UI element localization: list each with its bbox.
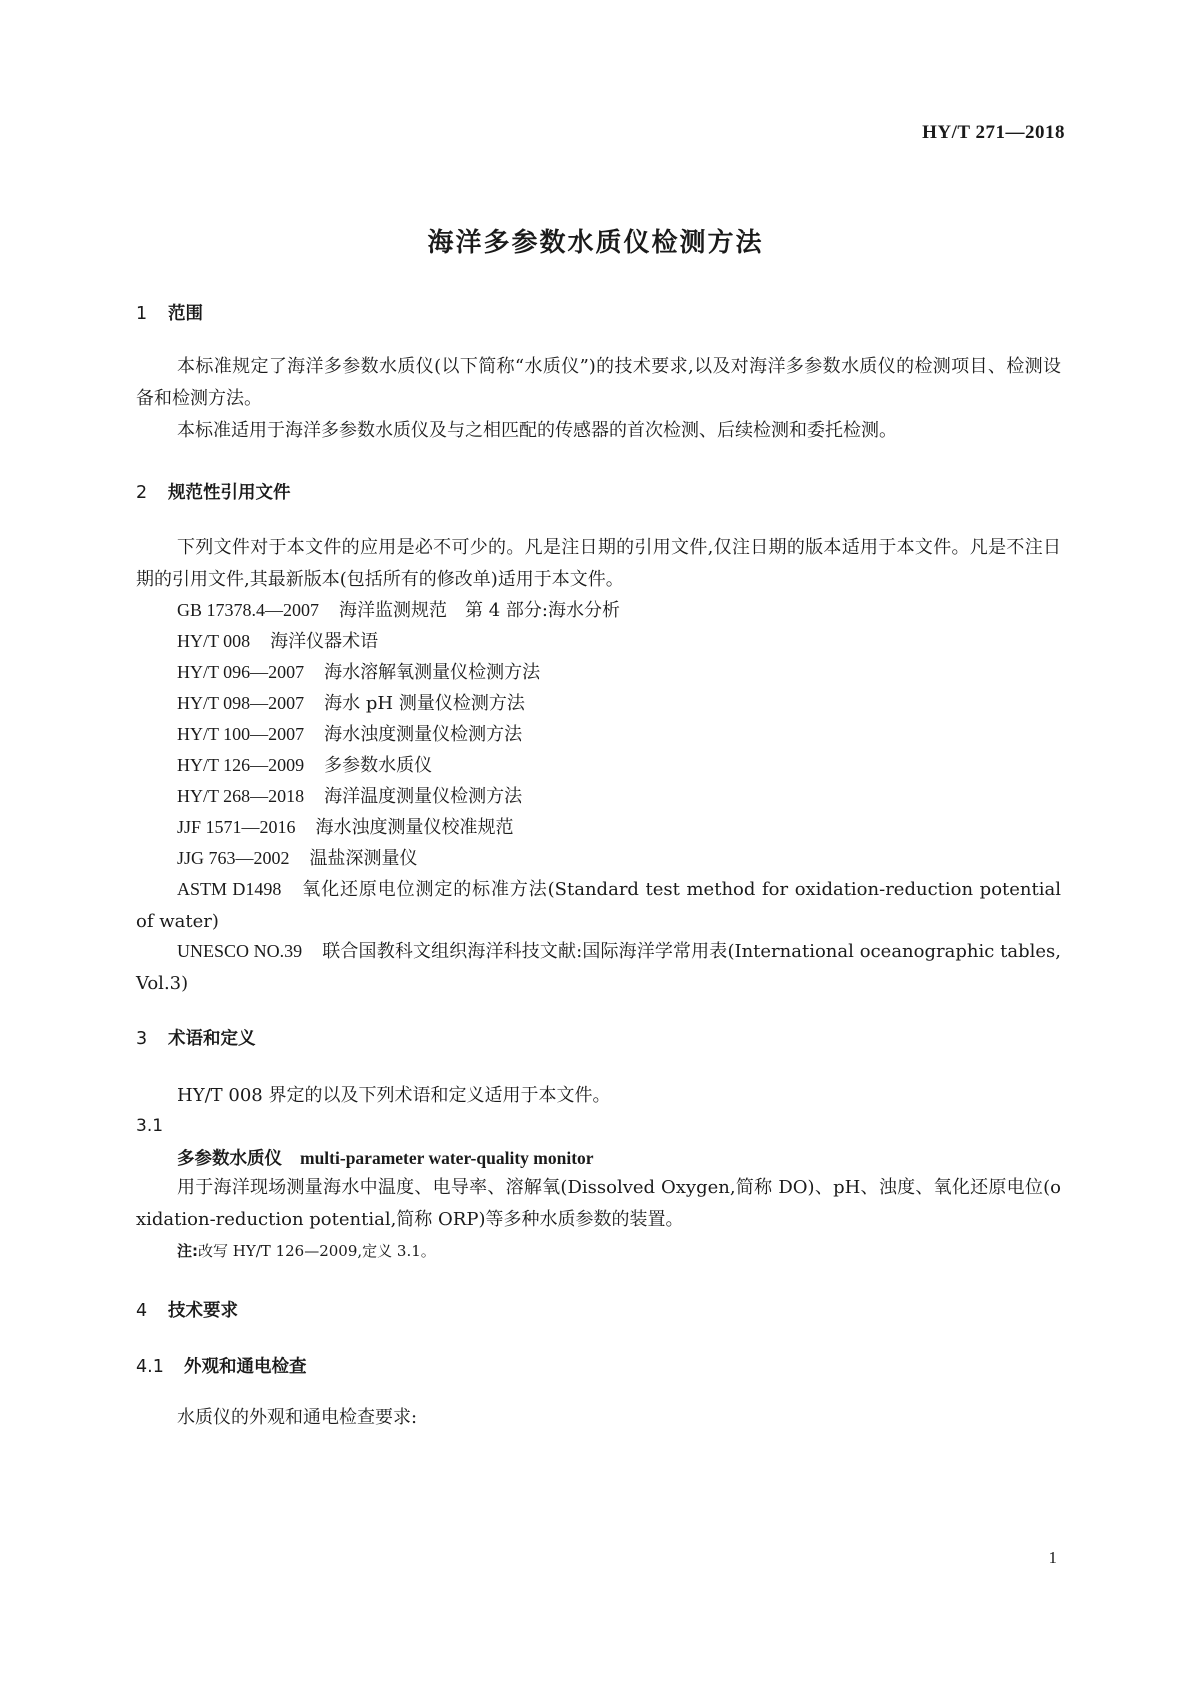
section-title: 术语和定义	[168, 1029, 256, 1049]
term-note	[177, 1240, 436, 1261]
reference-code: JJF 1571—2016	[177, 817, 296, 837]
section-number: 3	[136, 1029, 148, 1049]
subsection-number: 4.1	[136, 1357, 164, 1377]
term-chinese: 多参数水质仪	[177, 1149, 282, 1169]
reference-title: 氧化还原电位测定的标准方法(Standard test method for oxidation-reduction potential of water)	[136, 879, 1061, 932]
reference-item	[177, 749, 432, 782]
reference-item	[177, 718, 522, 751]
reference-item	[177, 656, 540, 689]
reference-item	[177, 594, 620, 627]
term-english: multi-parameter water-quality monitor	[300, 1148, 594, 1168]
section-title: 规范性引用文件	[168, 483, 291, 503]
reference-code: GB 17378.4—2007	[177, 600, 320, 620]
page-number: 1	[1048, 1548, 1057, 1567]
reference-title: 海洋仪器术语	[270, 631, 379, 652]
section-4-heading	[136, 1297, 238, 1322]
reference-item	[177, 842, 418, 875]
section-number: 1	[136, 304, 148, 324]
reference-code: HY/T 098—2007	[177, 693, 305, 713]
standard-code: HY/T 271—2018	[922, 122, 1065, 143]
appearance-paragraph: 水质仪的外观和通电检查要求:	[177, 1407, 418, 1428]
term-entry	[177, 1145, 594, 1170]
reference-title: 海水浊度测量仪检测方法	[324, 724, 523, 745]
reference-title: 海洋温度测量仪检测方法	[324, 786, 523, 807]
section-number: 4	[136, 1301, 148, 1321]
reference-item	[136, 935, 1061, 1000]
section-1-heading	[136, 300, 203, 325]
reference-title: 海洋监测规范 第 4 部分:海水分析	[339, 600, 620, 621]
term-number: 3.1	[136, 1116, 164, 1136]
reference-title: 温盐深测量仪	[309, 848, 418, 869]
reference-item	[136, 873, 1061, 938]
reference-code: UNESCO NO.39	[177, 941, 303, 961]
reference-code: HY/T 100—2007	[177, 724, 305, 744]
reference-item	[177, 625, 378, 658]
references-intro: 下列文件对于本文件的应用是必不可少的。凡是注日期的引用文件,仅注日期的版本适用于本文件。凡是不注日期的引用文件,其最新版本(包括所有的修改单)适用于本文件。	[136, 537, 1061, 590]
document-title: 海洋多参数水质仪检测方法	[427, 228, 764, 258]
section-number: 2	[136, 483, 148, 503]
section-title: 技术要求	[168, 1301, 238, 1321]
reference-title: 海水浊度测量仪校准规范	[315, 817, 514, 838]
reference-item	[177, 811, 514, 844]
reference-item	[177, 780, 522, 813]
reference-title: 海水 pH 测量仪检测方法	[324, 693, 525, 714]
reference-title: 多参数水质仪	[324, 755, 433, 776]
reference-code: HY/T 126—2009	[177, 755, 305, 775]
terms-intro: HY/T 008 界定的以及下列术语和定义适用于本文件。	[177, 1085, 611, 1106]
reference-item	[177, 687, 525, 720]
section-2-heading	[136, 479, 291, 504]
note-label: 注:	[177, 1242, 198, 1260]
section-title: 范围	[168, 304, 203, 324]
term-definition: 用于海洋现场测量海水中温度、电导率、溶解氧(Dissolved Oxygen,简称 DO)、pH、浊度、氧化还原电位(oxidation-reduction potential,简称 ORP)等多种水质参数的装置。	[136, 1177, 1061, 1230]
reference-code: JJG 763—2002	[177, 848, 290, 868]
reference-code: ASTM D1498	[177, 879, 282, 899]
reference-title: 海水溶解氧测量仪检测方法	[324, 662, 541, 683]
subsection-4-1-heading	[136, 1353, 307, 1378]
reference-code: HY/T 268—2018	[177, 786, 305, 806]
reference-code: HY/T 096—2007	[177, 662, 305, 682]
scope-paragraph-1: 本标准规定了海洋多参数水质仪(以下简称“水质仪”)的技术要求,以及对海洋多参数水质仪的检测项目、检测设备和检测方法。	[136, 356, 1061, 409]
subsection-title: 外观和通电检查	[184, 1357, 307, 1377]
section-3-heading	[136, 1025, 256, 1050]
scope-paragraph-2: 本标准适用于海洋多参数水质仪及与之相匹配的传感器的首次检测、后续检测和委托检测。	[177, 420, 897, 441]
reference-code: HY/T 008	[177, 631, 251, 651]
reference-title: 联合国教科文组织海洋科技文献:国际海洋学常用表(International oceanographic tables, Vol.3)	[136, 941, 1061, 994]
note-text: 改写 HY/T 126—2009,定义 3.1。	[198, 1242, 436, 1260]
